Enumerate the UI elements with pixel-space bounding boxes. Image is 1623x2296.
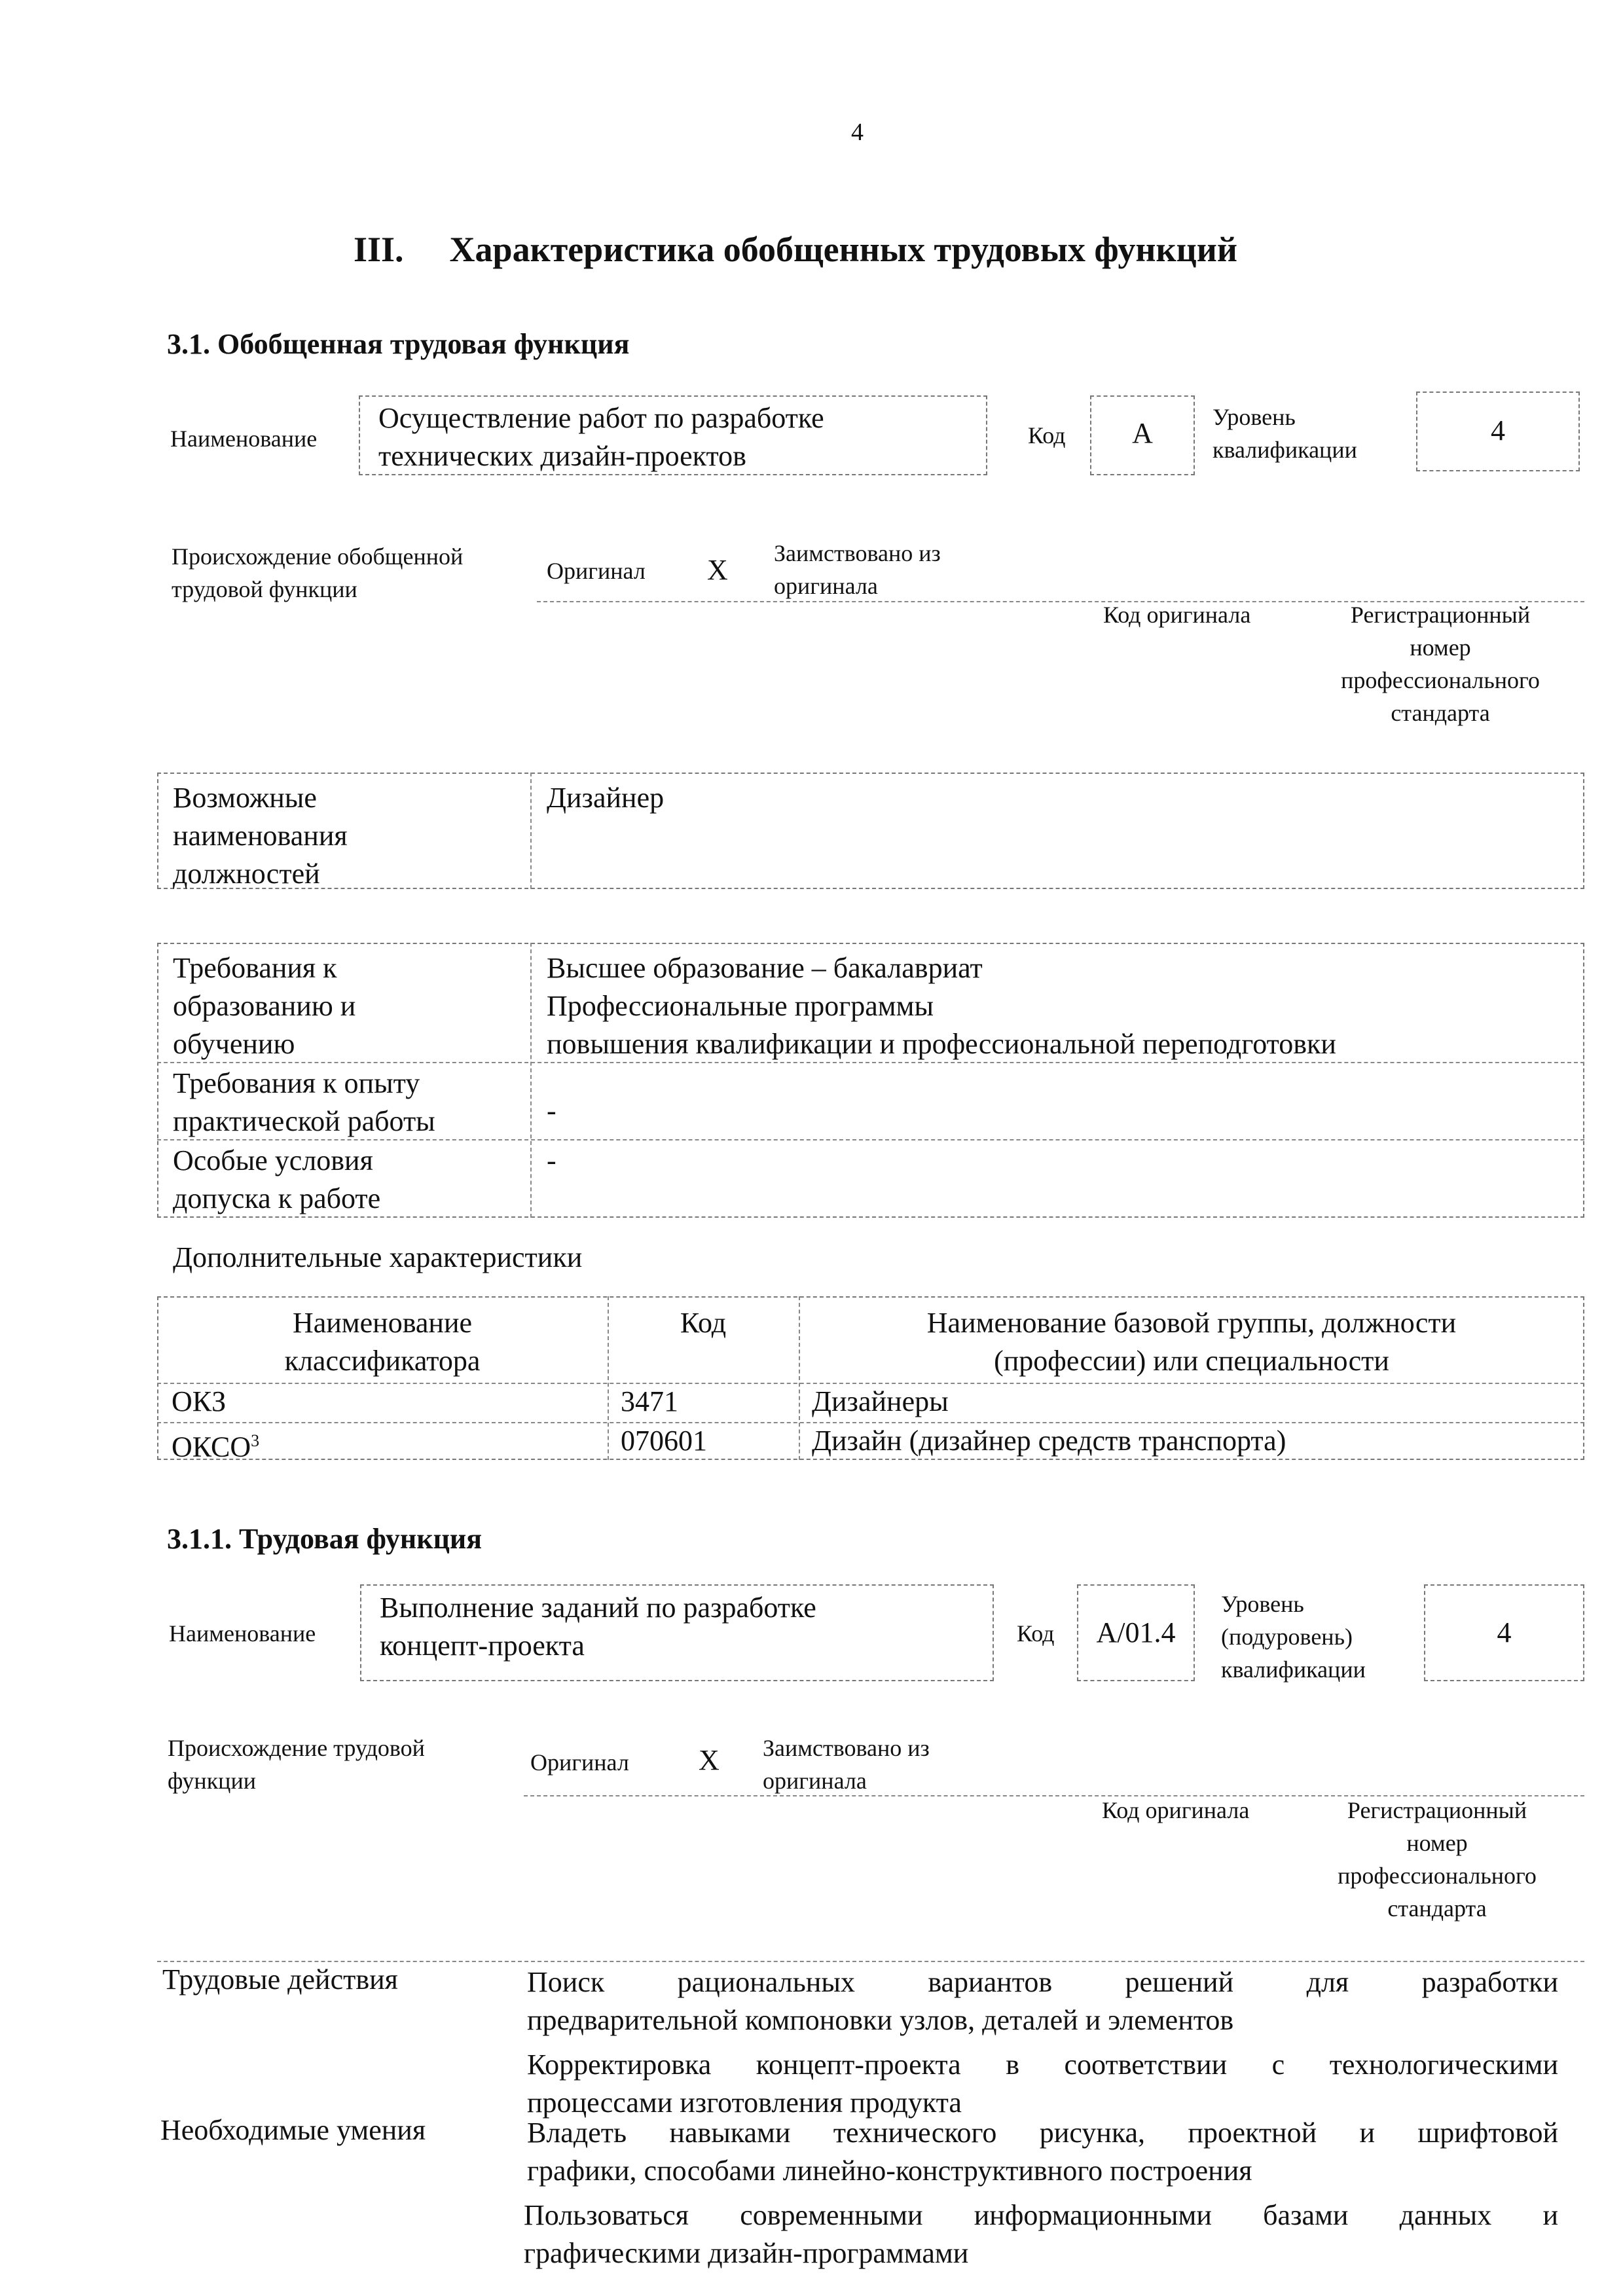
table-row-name: Дизайн (дизайнер средств транспорта)	[812, 1425, 1286, 1457]
gtf-name-line2: технических дизайн-проектов	[378, 440, 746, 472]
tf-code-label: Код	[1017, 1620, 1055, 1647]
tf-heading: 3.1.1. Трудовая функция	[167, 1523, 483, 1555]
footnote-marker: 3	[251, 1431, 260, 1450]
tf-code-value: А/01.4	[1096, 1616, 1176, 1649]
additional-col3-header-1: Наименование базовой группы, должности	[926, 1307, 1457, 1339]
table-row-code: 3471	[621, 1385, 678, 1417]
gtf-reg-label-1: Регистрационный	[1350, 602, 1531, 628]
gtf-heading: 3.1. Обобщенная трудовая функция	[167, 328, 630, 360]
tf-reg-label-2: номер	[1406, 1830, 1468, 1856]
page-number: 4	[851, 118, 864, 146]
tf-origin-label-1: Происхождение трудовой	[168, 1735, 425, 1761]
tf-level-label-1: Уровень	[1221, 1591, 1304, 1617]
tf-original-mark: Х	[699, 1744, 720, 1776]
edu-value-2: Профессиональные программы	[547, 990, 934, 1022]
gtf-name-line1: Осуществление работ по разработке	[378, 402, 824, 434]
exp-value: -	[547, 1095, 556, 1127]
actions-item1-line2: предварительной компоновки узлов, деталей и элементов	[527, 2004, 1234, 2036]
table-row-name: Дизайнеры	[812, 1385, 949, 1417]
tf-borrowed-label-1: Заимствовано из	[763, 1735, 930, 1761]
additional-col1-header-1: Наименование	[292, 1307, 473, 1339]
gtf-borrowed-label-1: Заимствовано из	[774, 540, 941, 566]
gtf-level-value: 4	[1491, 414, 1505, 446]
actions-item2-line1: Корректировка концепт-проекта в соответствии с технологическими	[527, 2049, 1558, 2081]
skills-item2-line2: графическими дизайн-программами	[524, 2237, 969, 2269]
gtf-original-mark: Х	[707, 554, 728, 586]
requirements-divider	[530, 943, 532, 1218]
cond-label-2: допуска к работе	[173, 1182, 381, 1214]
gtf-origin-label-1: Происхождение обобщенной	[172, 543, 464, 570]
exp-label-2: практической работы	[173, 1105, 435, 1137]
tf-level-label-3: квалификации	[1221, 1656, 1366, 1683]
skills-item1-line1: Владеть навыками технического рисунка, проектной и шрифтовой	[527, 2117, 1558, 2149]
gtf-level-label-1: Уровень	[1213, 404, 1296, 430]
tf-level-label-2: (подуровень)	[1221, 1624, 1353, 1650]
gtf-code-label: Код	[1028, 422, 1066, 448]
gtf-original-label: Оригинал	[547, 558, 646, 584]
positions-divider	[530, 773, 532, 889]
positions-value: Дизайнер	[547, 782, 665, 814]
tf-name-line1: Выполнение заданий по разработке	[380, 1592, 816, 1624]
skills-item2-line1: Пользоваться современными информационными базами данных и	[524, 2199, 1558, 2231]
table-row-code: 070601	[621, 1425, 707, 1457]
edu-value-1: Высшее образование – бакалавриат	[547, 952, 983, 984]
additional-title: Дополнительные характеристики	[173, 1241, 583, 1273]
tf-original-label: Оригинал	[530, 1749, 629, 1776]
positions-label-1: Возможные	[173, 782, 317, 814]
cond-label-1: Особые условия	[173, 1144, 373, 1176]
gtf-origin-label-2: трудовой функции	[172, 576, 357, 602]
gtf-code-value: А	[1132, 417, 1153, 449]
gtf-reg-label-2: номер	[1410, 634, 1471, 661]
section-title	[354, 229, 1237, 270]
section-roman: III.	[354, 230, 404, 269]
edu-label-3: обучению	[173, 1028, 295, 1060]
tf-reg-label-3: профессионального	[1338, 1863, 1537, 1889]
table-row-classifier: ОКЗ	[172, 1385, 227, 1417]
section-title-text: Характеристика обобщенных трудовых функций	[449, 230, 1237, 269]
gtf-reg-label-4: стандарта	[1391, 700, 1490, 726]
additional-col2-header: Код	[680, 1307, 727, 1339]
tf-level-value: 4	[1497, 1616, 1512, 1649]
tf-origin-label-2: функции	[168, 1768, 256, 1794]
tf-reg-label-1: Регистрационный	[1347, 1797, 1527, 1823]
gtf-borrowed-label-2: оригинала	[774, 573, 878, 599]
positions-table	[157, 773, 1584, 889]
actions-item2-line2: процессами изготовления продукта	[527, 2086, 962, 2119]
gtf-level-label-2: квалификации	[1213, 437, 1357, 463]
tf-borrowed-label-2: оригинала	[763, 1768, 867, 1794]
okso-label: ОКСО	[172, 1430, 251, 1463]
gtf-orig-code-label: Код оригинала	[1103, 602, 1251, 628]
positions-label-3: должностей	[173, 858, 320, 890]
gtf-name-label: Наименование	[170, 426, 318, 452]
tf-reg-label-4: стандарта	[1387, 1895, 1487, 1922]
tf-name-label: Наименование	[169, 1620, 316, 1647]
cond-value: -	[547, 1144, 556, 1176]
skills-label: Необходимые умения	[160, 2114, 426, 2146]
positions-label-2: наименования	[173, 820, 348, 852]
actions-label: Трудовые действия	[162, 1963, 398, 1995]
edu-label-2: образованию и	[173, 990, 356, 1022]
exp-label-1: Требования к опыту	[173, 1067, 420, 1099]
tf-orig-code-label: Код оригинала	[1102, 1797, 1250, 1823]
tf-name-line2: концепт-проекта	[380, 1630, 585, 1662]
edu-value-3: повышения квалификации и профессиональной переподготовки	[547, 1028, 1336, 1060]
skills-item1-line2: графики, способами линейно-конструктивного построения	[527, 2155, 1252, 2187]
table-row-classifier	[172, 1422, 259, 1467]
additional-col1-header-2: классификатора	[284, 1345, 481, 1377]
additional-col3-header-2: (профессии) или специальности	[994, 1345, 1389, 1377]
gtf-reg-label-3: профессионального	[1341, 667, 1540, 693]
actions-item1-line1: Поиск рациональных вариантов решений для разработки	[527, 1966, 1558, 1998]
edu-label-1: Требования к	[173, 952, 337, 984]
